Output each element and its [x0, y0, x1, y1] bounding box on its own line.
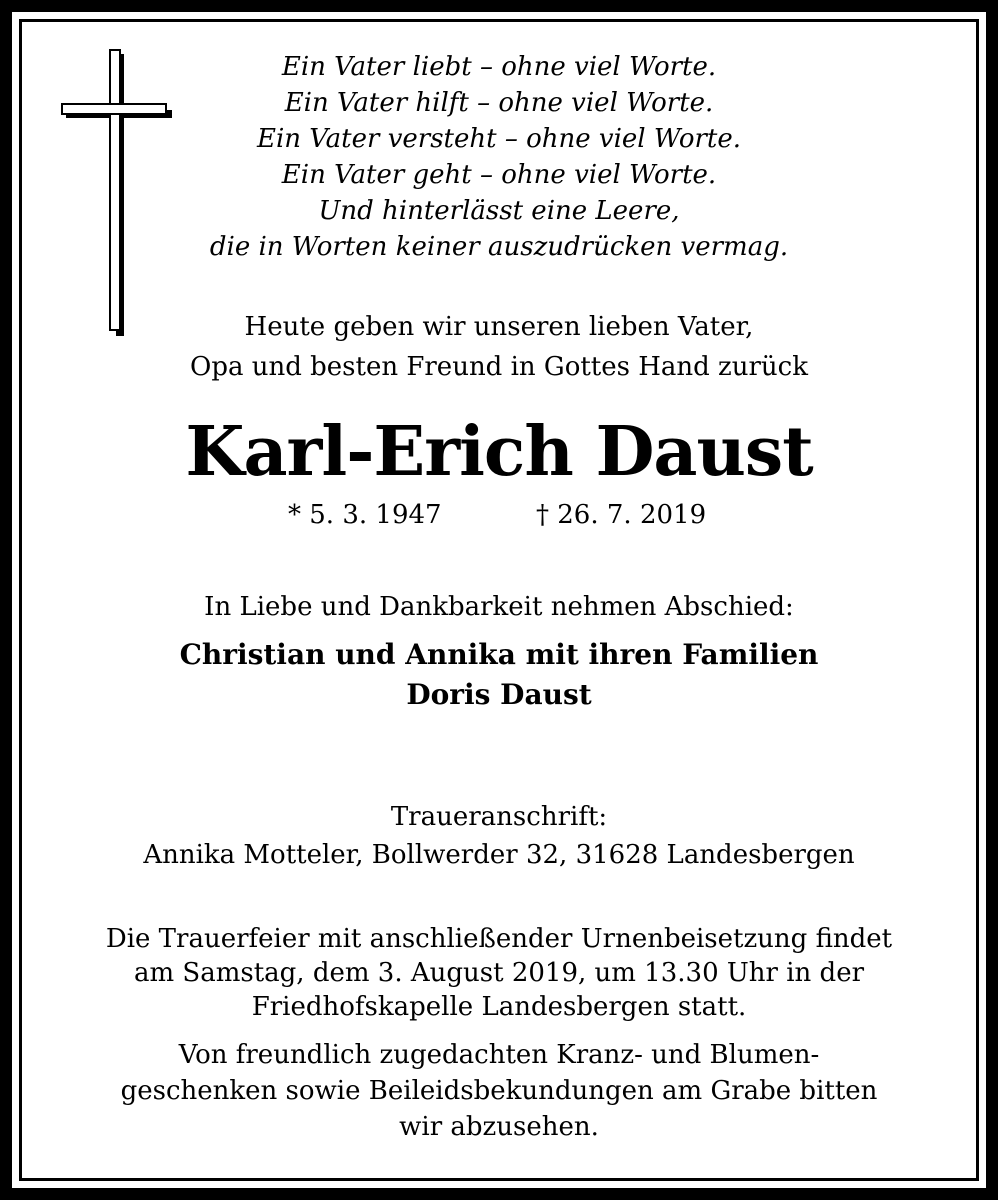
- poem-line-2: Ein Vater hilft – ohne viel Worte.: [284, 88, 714, 118]
- mourners-line-1: Christian und Annika mit ihren Familien: [179, 638, 819, 671]
- address-label: Traueranschrift:: [390, 802, 608, 832]
- birth-date: * 5. 3. 1947: [288, 500, 442, 530]
- ceremony-line-3: Friedhofskapelle Landesbergen statt.: [251, 992, 747, 1022]
- ceremony-line-1: Die Trauerfeier mit anschließender Urnenbeisetzung findet: [105, 924, 893, 954]
- address: Annika Motteler, Bollwerder 32, 31628 Landesbergen: [143, 840, 855, 870]
- poem-line-4: Ein Vater geht – ohne viel Worte.: [281, 160, 717, 190]
- mourners-line-2: Doris Daust: [406, 678, 592, 711]
- deceased-name: Karl-Erich Daust: [185, 412, 813, 492]
- poem-line-5: Und hinterlässt eine Leere,: [318, 196, 680, 226]
- poem-line-3: Ein Vater versteht – ohne viel Worte.: [256, 124, 742, 154]
- request-line-3: wir abzusehen.: [399, 1112, 599, 1142]
- ceremony-line-2: am Samstag, dem 3. August 2019, um 13.30 Uhr in der: [133, 958, 865, 988]
- request-line-1: Von freundlich zugedachten Kranz- und Blumen-: [178, 1040, 820, 1070]
- farewell-intro: In Liebe und Dankbarkeit nehmen Abschied:: [204, 592, 794, 622]
- request-line-2: geschenken sowie Beileidsbekundungen am Grabe bitten: [120, 1076, 878, 1106]
- poem-line-1: Ein Vater liebt – ohne viel Worte.: [281, 52, 717, 82]
- death-date: † 26. 7. 2019: [536, 500, 707, 530]
- poem-line-6: die in Worten keiner auszudrücken vermag.: [209, 232, 789, 262]
- intro-line-1: Heute geben wir unseren lieben Vater,: [244, 312, 754, 342]
- intro-line-2: Opa und besten Freund in Gottes Hand zurück: [190, 352, 808, 382]
